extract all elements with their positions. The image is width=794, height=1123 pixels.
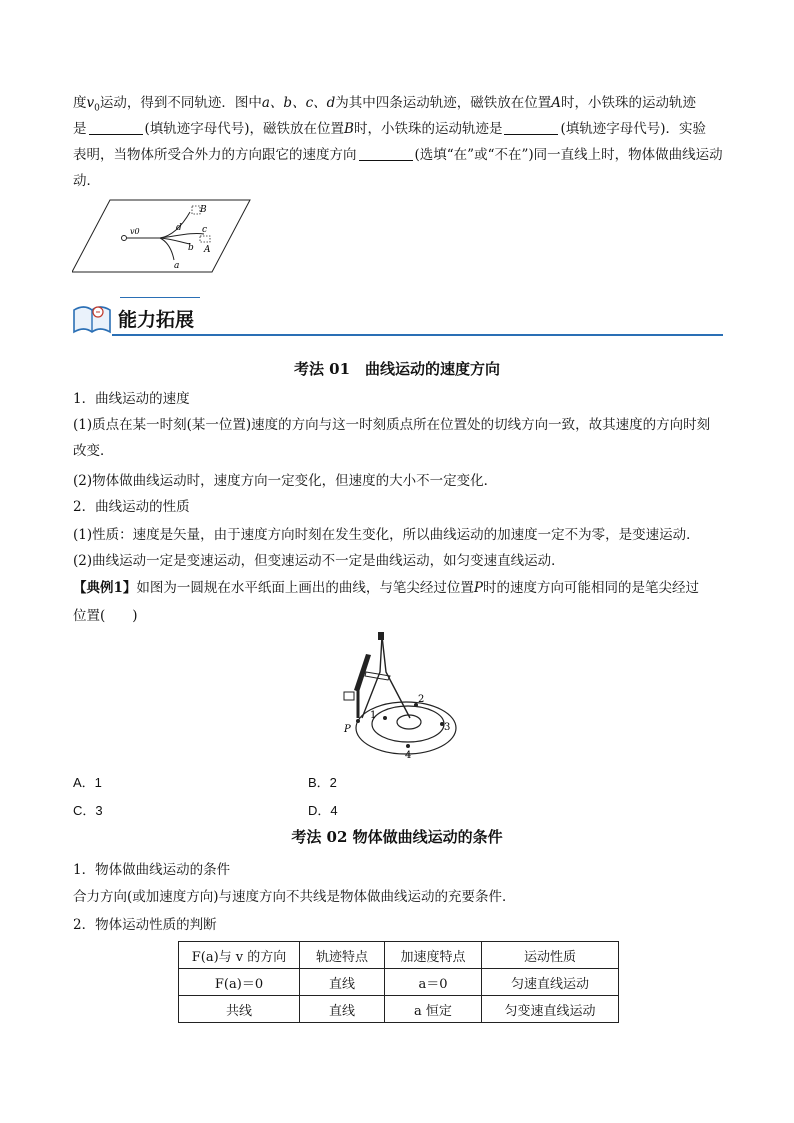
method1-p4: 2．曲线运动的性质	[73, 499, 190, 515]
text: 为其中四条运动轨迹，磁铁放在位置	[335, 95, 552, 111]
subscript: 0	[94, 103, 100, 114]
table-cell: 直线	[300, 996, 385, 1023]
letters: a、b、c、d	[261, 95, 336, 111]
method2-p2: 合力方向(或加速度方向)与速度方向不共线是物体做曲线运动的充要条件．	[73, 889, 516, 905]
example-line-2: 位置( )	[73, 608, 138, 624]
table-cell: F(a)＝0	[179, 969, 300, 996]
intro-line-4	[73, 168, 723, 194]
table-cell: 匀速直线运动	[482, 969, 619, 996]
option-b[interactable]: B．2	[308, 775, 337, 790]
method1-p1: 1．曲线运动的速度	[73, 391, 190, 407]
text: 时，小铁珠的运动轨迹是	[353, 121, 503, 137]
text: 度	[73, 95, 87, 111]
book-icon	[72, 300, 112, 336]
method1-p6: (2)曲线运动一定是变速运动，但变速运动不一定是曲线运动，如匀变速直线运动．	[73, 553, 565, 569]
text: 运动，得到不同轨迹．图中	[99, 95, 262, 111]
text: 表明，当物体所受合外力的方向跟它的速度方向	[73, 147, 357, 163]
intro-line-2	[73, 116, 723, 142]
option-d[interactable]: D．4	[308, 803, 338, 818]
method1-p2a: (1)质点在某一时刻(某一位置)速度的方向与这一时刻质点所在位置处的切线方向一致，故其速度的方向时刻	[73, 417, 711, 433]
label-4: 4	[405, 750, 412, 761]
label-a: a	[174, 261, 180, 271]
method2-heading: 考法 02 物体做曲线运动的条件	[291, 828, 503, 846]
table-cell: 匀变速直线运动	[482, 996, 619, 1023]
option-a[interactable]: A．1	[73, 775, 102, 790]
method1-p5: (1)性质：速度是矢量，由于速度方向时刻在发生变化，所以曲线运动的加速度一定不为零，是变速运动．	[73, 527, 700, 543]
label-B: B	[200, 205, 207, 215]
symbol-v: v	[86, 95, 95, 111]
label-3: 3	[444, 722, 451, 733]
table-row	[179, 969, 619, 996]
table-header-cell: 运动性质	[482, 942, 619, 969]
symbol-B: B	[344, 121, 354, 137]
compass-figure	[336, 632, 466, 764]
method2-p1: 1．物体做曲线运动的条件	[73, 862, 231, 878]
table-row	[179, 996, 619, 1023]
text: (选填“在”或“不在”)同一直线上时，物体做曲线运动	[414, 147, 723, 163]
motion-property-table	[178, 941, 619, 1023]
table-header-cell: 加速度特点	[385, 942, 482, 969]
label-1: 1	[370, 710, 377, 721]
label-A: A	[204, 245, 211, 255]
example-line-1	[73, 575, 723, 601]
answer-blank	[89, 120, 143, 135]
text: 是	[73, 121, 87, 137]
text: 动．	[73, 173, 100, 189]
label-v0: v0	[130, 227, 140, 236]
answer-blank	[359, 146, 413, 161]
method1-p2b: 改变．	[73, 443, 114, 459]
trajectory-figure	[72, 198, 252, 276]
section-rule	[112, 334, 723, 336]
table-cell: 共线	[179, 996, 300, 1023]
section-title: 能力拓展	[118, 309, 195, 331]
label-2: 2	[418, 694, 425, 705]
text: 时，小铁珠的运动轨迹	[561, 95, 697, 111]
text: (填轨迹字母代号)，磁铁放在位置	[144, 121, 345, 137]
symbol-A: A	[551, 95, 562, 111]
example-tag: 【典例1】	[73, 580, 137, 596]
method1-p3: (2)物体做曲线运动时，速度方向一定变化，但速度的大小不一定变化．	[73, 473, 498, 489]
label-d: d	[176, 223, 182, 233]
answer-blank	[504, 120, 558, 135]
label-P: P	[344, 724, 351, 735]
table-header-row	[179, 942, 619, 969]
table-header-cell: 轨迹特点	[300, 942, 385, 969]
table-cell: a 恒定	[385, 996, 482, 1023]
section-top-rule	[120, 297, 200, 298]
intro-line-3	[73, 142, 723, 168]
method1-heading: 考法 01 曲线运动的速度方向	[293, 360, 501, 378]
table-cell: a＝0	[385, 969, 482, 996]
text: 如图为一圆规在水平纸面上画出的曲线，与笔尖经过位置	[136, 580, 474, 596]
option-c[interactable]: C．3	[73, 803, 103, 818]
symbol-P: P	[473, 580, 483, 596]
method2-p3: 2．物体运动性质的判断	[73, 917, 217, 933]
text: 时的速度方向可能相同的是笔尖经过	[483, 580, 699, 596]
label-b: b	[188, 243, 194, 253]
label-c: c	[202, 225, 208, 235]
text: (填轨迹字母代号)．实验	[560, 121, 707, 137]
table-cell: 直线	[300, 969, 385, 996]
table-header-cell: F(a)与 v 的方向	[179, 942, 300, 969]
